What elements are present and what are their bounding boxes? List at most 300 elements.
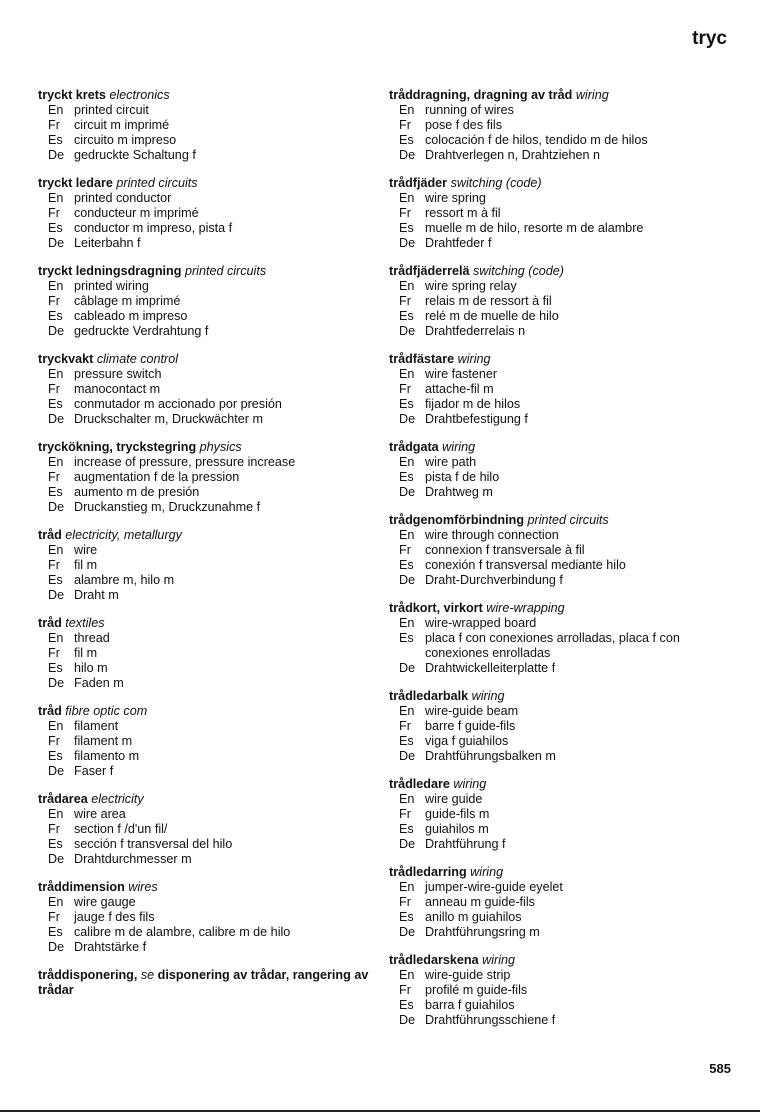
language-code: En	[48, 631, 64, 645]
entry-term: trådledarbalk	[389, 689, 469, 703]
language-code: De	[48, 676, 65, 690]
translation-line	[389, 148, 734, 163]
translation-text: Drahtfederrelais n	[425, 324, 526, 338]
translation-text: profilé m guide-fils	[425, 983, 528, 997]
translation-line	[38, 837, 378, 852]
entry-term: trådledarskena	[389, 953, 479, 967]
language-code: De	[399, 485, 416, 499]
dictionary-entry	[389, 865, 734, 940]
translation-text: printed wiring	[74, 279, 149, 293]
language-code: Es	[399, 631, 414, 645]
entry-field: wire-wrapping	[482, 601, 565, 615]
translation-line	[389, 616, 734, 631]
entry-field: switching (code)	[469, 264, 564, 278]
page-number: 585	[709, 1061, 731, 1076]
entry-field: physics	[196, 440, 242, 454]
language-code: Es	[48, 221, 63, 235]
language-code: De	[399, 236, 416, 250]
translation-text: wire fastener	[425, 367, 498, 381]
translation-line	[38, 676, 378, 691]
translation-text: wire-guide beam	[425, 704, 519, 718]
translation-line	[389, 895, 734, 910]
dictionary-entry	[389, 513, 734, 588]
translation-line	[38, 309, 378, 324]
entry-term: tråd	[38, 704, 62, 718]
language-code: Es	[399, 470, 414, 484]
entry-term: trådarea	[38, 792, 88, 806]
entry-headword	[38, 176, 378, 191]
translation-line	[389, 455, 734, 470]
translation-line	[389, 118, 734, 133]
translation-text: conexión f transversal mediante hilo	[425, 558, 626, 572]
translation-text: Leiterbahn f	[74, 236, 141, 250]
language-code: Fr	[48, 206, 60, 220]
language-code: Es	[48, 573, 63, 587]
dictionary-entry	[389, 88, 734, 163]
dictionary-entry	[389, 440, 734, 500]
entry-term: tråddimension	[38, 880, 125, 894]
translation-text: running of wires	[425, 103, 514, 117]
entry-field: wiring	[478, 953, 516, 967]
language-code: Fr	[399, 543, 411, 557]
entry-field: printed circuits	[112, 176, 198, 190]
language-code: De	[48, 236, 65, 250]
language-code: De	[399, 749, 416, 763]
translation-line	[38, 485, 378, 500]
translation-line	[38, 588, 378, 603]
entry-term: trådfjäderrelä	[389, 264, 470, 278]
dictionary-entry	[389, 264, 734, 339]
translation-text: conducteur m imprimé	[74, 206, 199, 220]
translation-line	[38, 895, 378, 910]
language-code: Fr	[48, 558, 60, 572]
column-right	[389, 88, 734, 1041]
translation-text: thread	[74, 631, 110, 645]
dictionary-entry	[38, 352, 378, 427]
translation-line	[389, 661, 734, 676]
language-code: En	[48, 279, 64, 293]
translation-line	[389, 485, 734, 500]
translation-text: relé m de muelle de hilo	[425, 309, 559, 323]
dictionary-entry	[38, 704, 378, 779]
dictionary-entry	[389, 689, 734, 764]
entry-headword	[389, 953, 734, 968]
translation-line	[38, 412, 378, 427]
entry-headword	[389, 777, 734, 792]
translation-line	[389, 822, 734, 837]
translation-text: printed circuit	[74, 103, 149, 117]
entry-term: tråddragning, dragning av tråd	[389, 88, 573, 102]
language-code: En	[48, 103, 64, 117]
translation-line	[38, 470, 378, 485]
translation-line	[389, 704, 734, 719]
entry-term: trådkort, virkort	[389, 601, 483, 615]
language-code: En	[48, 719, 64, 733]
translation-text: ressort m à fil	[425, 206, 501, 220]
translation-text: fil m	[74, 646, 98, 660]
language-code: En	[399, 367, 415, 381]
language-code: Es	[399, 309, 414, 323]
translation-text: Draht m	[74, 588, 119, 602]
language-code: En	[48, 807, 64, 821]
translation-text: wire guide	[425, 792, 483, 806]
language-code: Fr	[399, 294, 411, 308]
translation-line	[389, 367, 734, 382]
language-code: De	[48, 764, 65, 778]
entry-headword	[389, 440, 734, 455]
dictionary-entry	[389, 352, 734, 427]
translation-line	[389, 191, 734, 206]
language-code: Es	[399, 133, 414, 147]
translation-line	[38, 103, 378, 118]
entry-term: tråd	[38, 528, 62, 542]
language-code: Fr	[48, 382, 60, 396]
translation-text: section f /d'un fil/	[74, 822, 168, 836]
language-code: Fr	[399, 807, 411, 821]
entry-headword	[389, 865, 734, 880]
translation-text: gedruckte Schaltung f	[74, 148, 196, 162]
translation-text: wire-guide strip	[425, 968, 511, 982]
translation-text: augmentation f de la pression	[74, 470, 240, 484]
translation-text: attache-fil m	[425, 382, 494, 396]
entry-term: disponering av trådar, rangering av trådar	[38, 968, 369, 997]
entry-headword	[389, 601, 734, 616]
entry-term: trådgata	[389, 440, 439, 454]
dictionary-entry	[38, 528, 378, 603]
translation-text: jauge f des fils	[74, 910, 155, 924]
entry-field: electricity, metallurgy	[61, 528, 182, 542]
translation-line	[38, 807, 378, 822]
entry-term: trådfästare	[389, 352, 455, 366]
translation-text: hilo m	[74, 661, 108, 675]
translation-line	[389, 397, 734, 412]
entry-field: wiring	[572, 88, 609, 102]
translation-line	[38, 148, 378, 163]
translation-text: anillo m guiahilos	[425, 910, 522, 924]
translation-text: wire-wrapped board	[425, 616, 537, 630]
translation-line	[38, 221, 378, 236]
translation-text: Drahtweg m	[425, 485, 493, 499]
translation-line	[38, 631, 378, 646]
translation-text: wire	[74, 543, 98, 557]
translation-line	[389, 412, 734, 427]
translation-text: wire through connection	[425, 528, 559, 542]
translation-line	[38, 455, 378, 470]
language-code: Fr	[399, 983, 411, 997]
language-code: Es	[399, 910, 414, 924]
entry-field: printed circuits	[524, 513, 609, 527]
translation-line	[38, 206, 378, 221]
language-code: Fr	[48, 294, 60, 308]
language-code: Fr	[48, 734, 60, 748]
language-code: De	[48, 324, 65, 338]
language-code: En	[399, 528, 415, 542]
dictionary-entry	[389, 953, 734, 1028]
entry-field: wires	[124, 880, 158, 894]
language-code: Fr	[48, 470, 60, 484]
entry-field: electronics	[105, 88, 170, 102]
translation-line	[389, 1013, 734, 1028]
language-code: De	[48, 940, 65, 954]
translation-text: wire spring relay	[425, 279, 517, 293]
language-code: De	[399, 324, 416, 338]
translation-text: câblage m imprimé	[74, 294, 181, 308]
entry-field: textiles	[61, 616, 105, 630]
translation-line	[389, 543, 734, 558]
entry-headword	[38, 352, 378, 367]
translation-line	[38, 324, 378, 339]
language-code: De	[48, 588, 65, 602]
dictionary-entry	[38, 88, 378, 163]
language-code: Es	[399, 397, 414, 411]
language-code: En	[399, 616, 415, 630]
translation-line	[38, 734, 378, 749]
entry-headword	[389, 264, 734, 279]
entry-field: se	[140, 968, 155, 982]
translation-text: placa f con conexiones arrolladas, placa f con conexiones enrolladas	[425, 631, 680, 660]
translation-text: filament	[74, 719, 119, 733]
translation-line	[38, 382, 378, 397]
translation-line	[38, 764, 378, 779]
translation-text: wire path	[425, 455, 477, 469]
translation-line	[38, 940, 378, 955]
entry-headword	[38, 792, 378, 807]
translation-line	[389, 792, 734, 807]
translation-line	[38, 749, 378, 764]
entry-headword	[389, 513, 734, 528]
translation-text: pose f des fils	[425, 118, 503, 132]
translation-line	[38, 573, 378, 588]
translation-line	[389, 880, 734, 895]
translation-line	[389, 983, 734, 998]
language-code: De	[48, 412, 65, 426]
entry-term: trådledare	[389, 777, 450, 791]
language-code: En	[48, 191, 64, 205]
entry-headword	[38, 264, 378, 279]
language-code: Es	[48, 837, 63, 851]
translation-text: sección f transversal del hilo	[74, 837, 233, 851]
translation-text: Drahtführungsring m	[425, 925, 540, 939]
translation-text: guide-fils m	[425, 807, 490, 821]
translation-text: Druckanstieg m, Druckzunahme f	[74, 500, 261, 514]
language-code: Es	[399, 734, 414, 748]
language-code: En	[48, 895, 64, 909]
translation-text: anneau m guide-fils	[425, 895, 535, 909]
translation-text: colocación f de hilos, tendido m de hilos	[425, 133, 648, 147]
translation-line	[389, 837, 734, 852]
translation-line	[389, 294, 734, 309]
language-code: De	[48, 852, 65, 866]
entry-headword	[38, 88, 378, 103]
language-code: Es	[48, 133, 63, 147]
translation-text: wire area	[74, 807, 126, 821]
entry-term: tryckökning, tryckstegring	[38, 440, 197, 454]
translation-line	[38, 279, 378, 294]
translation-line	[38, 910, 378, 925]
entry-field: fibre optic com	[61, 704, 148, 718]
translation-text: wire spring	[425, 191, 486, 205]
bottom-rule	[0, 1110, 760, 1112]
entry-field: wiring	[466, 865, 504, 879]
entry-term: tråd	[38, 616, 62, 630]
translation-line	[389, 103, 734, 118]
language-code: En	[399, 455, 415, 469]
language-code: Fr	[48, 910, 60, 924]
language-code: En	[399, 191, 415, 205]
translation-text: wire gauge	[74, 895, 136, 909]
language-code: Fr	[399, 895, 411, 909]
translation-line	[38, 118, 378, 133]
entry-field: wiring	[454, 352, 491, 366]
entry-headword	[38, 616, 378, 631]
translation-text: conductor m impreso, pista f	[74, 221, 233, 235]
translation-line	[38, 558, 378, 573]
translation-line	[38, 661, 378, 676]
translation-line	[38, 191, 378, 206]
translation-line	[389, 631, 734, 661]
translation-text: Draht-Durchverbindung f	[425, 573, 563, 587]
entry-headword	[389, 176, 734, 191]
translation-text: gedruckte Verdrahtung f	[74, 324, 209, 338]
language-code: De	[399, 1013, 416, 1027]
translation-line	[38, 646, 378, 661]
language-code: En	[399, 704, 415, 718]
dictionary-entry	[38, 176, 378, 251]
translation-text: aumento m de presión	[74, 485, 200, 499]
translation-line	[389, 719, 734, 734]
language-code: Fr	[48, 118, 60, 132]
language-code: Fr	[399, 206, 411, 220]
language-code: Es	[48, 661, 63, 675]
translation-text: increase of pressure, pressure increase	[74, 455, 296, 469]
language-code: Es	[399, 998, 414, 1012]
translation-text: jumper-wire-guide eyelet	[425, 880, 563, 894]
entry-field: wiring	[449, 777, 487, 791]
translation-text: viga f guiahilos	[425, 734, 509, 748]
translation-line	[38, 543, 378, 558]
language-code: Es	[399, 221, 414, 235]
translation-line	[389, 236, 734, 251]
entry-term: trådledarring	[389, 865, 467, 879]
language-code: De	[48, 148, 65, 162]
translation-text: muelle m de hilo, resorte m de alambre	[425, 221, 644, 235]
translation-line	[389, 734, 734, 749]
language-code: Es	[48, 485, 63, 499]
translation-line	[38, 822, 378, 837]
translation-text: Drahtbefestigung f	[425, 412, 528, 426]
translation-text: barre f guide-fils	[425, 719, 516, 733]
translation-line	[389, 133, 734, 148]
entry-headword	[389, 689, 734, 704]
entry-field: wiring	[438, 440, 476, 454]
translation-text: Drahtführung f	[425, 837, 506, 851]
translation-line	[389, 221, 734, 236]
language-code: En	[399, 103, 415, 117]
dictionary-entry	[38, 264, 378, 339]
translation-line	[38, 367, 378, 382]
translation-text: filament m	[74, 734, 133, 748]
language-code: De	[399, 148, 416, 162]
entry-headword	[38, 704, 378, 719]
translation-text: Drahtführungsschiene f	[425, 1013, 556, 1027]
language-code: En	[48, 455, 64, 469]
language-code: En	[399, 880, 415, 894]
dictionary-entry	[389, 176, 734, 251]
translation-text: pista f de hilo	[425, 470, 500, 484]
language-code: Es	[399, 822, 414, 836]
language-code: De	[399, 925, 416, 939]
translation-text: guiahilos m	[425, 822, 489, 836]
entry-field: printed circuits	[181, 264, 267, 278]
translation-line	[389, 968, 734, 983]
translation-line	[389, 807, 734, 822]
translation-text: conmutador m accionado por presión	[74, 397, 282, 411]
dictionary-entry	[389, 601, 734, 676]
translation-text: relais m de ressort à fil	[425, 294, 552, 308]
language-code: En	[399, 968, 415, 982]
language-code: De	[399, 661, 416, 675]
translation-text: filamento m	[74, 749, 140, 763]
language-code: Fr	[399, 719, 411, 733]
language-code: Fr	[399, 118, 411, 132]
language-code: Es	[48, 925, 63, 939]
dictionary-entry	[38, 880, 378, 955]
translation-text: Drahtverlegen n, Drahtziehen n	[425, 148, 601, 162]
language-code: Es	[48, 397, 63, 411]
translation-text: Drahtwickelleiterplatte f	[425, 661, 556, 675]
dictionary-entry	[38, 792, 378, 867]
translation-text: Druckschalter m, Druckwächter m	[74, 412, 263, 426]
entry-headword	[38, 440, 378, 455]
column-left	[38, 88, 378, 1011]
entry-term: tryckt ledare	[38, 176, 113, 190]
language-code: De	[399, 412, 416, 426]
translation-line	[389, 558, 734, 573]
translation-line	[389, 998, 734, 1013]
translation-line	[389, 528, 734, 543]
entry-term: trådfjäder	[389, 176, 448, 190]
language-code: De	[399, 837, 416, 851]
language-code: Fr	[48, 822, 60, 836]
translation-text: cableado m impreso	[74, 309, 188, 323]
translation-line	[389, 749, 734, 764]
translation-line	[389, 324, 734, 339]
translation-text: fil m	[74, 558, 98, 572]
dictionary-entry	[389, 777, 734, 852]
entry-field: climate control	[93, 352, 179, 366]
language-code: En	[48, 543, 64, 557]
language-code: En	[399, 279, 415, 293]
entry-headword	[389, 88, 734, 103]
translation-text: Faden m	[74, 676, 124, 690]
translation-line	[389, 925, 734, 940]
translation-line	[38, 500, 378, 515]
translation-text: Faser f	[74, 764, 114, 778]
entry-term: tryckt ledningsdragning	[38, 264, 182, 278]
language-code: Fr	[399, 382, 411, 396]
language-code: Fr	[48, 646, 60, 660]
translation-line	[389, 206, 734, 221]
entry-term: tråddisponering,	[38, 968, 141, 982]
translation-text: manocontact m	[74, 382, 161, 396]
translation-line	[38, 925, 378, 940]
language-code: Es	[48, 749, 63, 763]
translation-line	[38, 719, 378, 734]
translation-text: circuit m imprimé	[74, 118, 170, 132]
entry-term: tryckvakt	[38, 352, 94, 366]
entry-field: electricity	[87, 792, 144, 806]
translation-line	[38, 397, 378, 412]
